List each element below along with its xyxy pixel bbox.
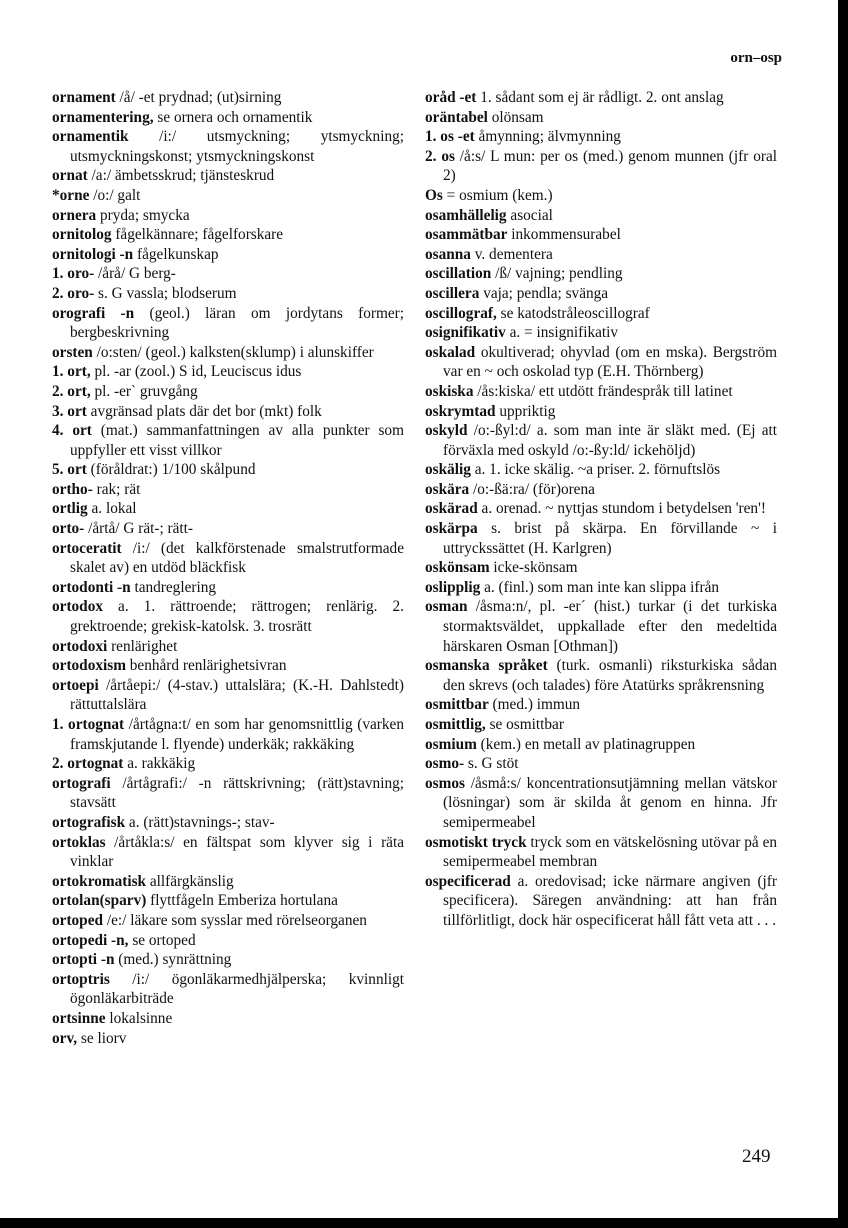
- entry-headword: 1. ort,: [52, 363, 91, 381]
- dictionary-entry: [425, 245, 777, 265]
- entry-definition: renlärighet: [107, 637, 178, 655]
- dictionary-entry: [425, 323, 777, 343]
- dictionary-entry: [425, 225, 777, 245]
- dictionary-entry: [52, 754, 404, 774]
- dictionary-entry: [425, 206, 777, 226]
- entry-headword: ortoepi: [52, 676, 99, 694]
- entry-headword: osmium: [425, 735, 477, 753]
- dictionary-entry: [52, 891, 404, 911]
- entry-headword: oslipplig: [425, 578, 481, 596]
- entry-definition: a. = insignifikativ: [505, 324, 619, 342]
- entry-headword: ornat: [52, 167, 88, 185]
- dictionary-entry: [425, 833, 777, 872]
- entry-headword: ortsinne: [52, 1009, 106, 1027]
- entry-definition: (mat.) sammanfattningen av alla punkter som uppfyller ett visst villkor: [70, 422, 404, 459]
- entry-definition: (turk. osmanli) riksturkiska sådan den skrevs (och talades) före Atatürks språkrensning: [443, 657, 777, 694]
- dictionary-entry: [425, 264, 777, 284]
- entry-definition: avgränsad plats där det bor (mkt) folk: [86, 402, 322, 420]
- entry-definition: benhård renlärighetsivran: [125, 657, 287, 675]
- entry-definition: fågelkunskap: [133, 245, 219, 263]
- dictionary-entry: [425, 754, 777, 774]
- entry-definition: /ås:kiska/ ett utdött frändespråk till latinet: [473, 382, 733, 400]
- dictionary-entry: [425, 578, 777, 598]
- dictionary-entry: [425, 480, 777, 500]
- dictionary-entry: [52, 343, 404, 363]
- entry-definition: /o:-ßyl:d/ a. som man inte är släkt med. (Ej att förväxla med oskyld /o:-ßy:ld/ ickehöljd): [443, 422, 777, 459]
- guide-words: orn–osp: [730, 50, 782, 66]
- entry-definition: allfärgkänslig: [146, 872, 234, 890]
- entry-headword: ortoptris: [52, 970, 110, 988]
- entry-definition: uppriktig: [495, 402, 556, 420]
- dictionary-entry: [425, 872, 777, 931]
- entry-definition: /årtå/ G rät-; rätt-: [84, 520, 194, 538]
- entry-definition: /i:/ utsmyckning; ytsmyckning; utsmyckningskonst; ytsmyckningskonst: [70, 128, 404, 165]
- entry-definition: v. dementera: [470, 245, 553, 263]
- entry-definition: pl. -ar (zool.) S id, Leuciscus idus: [90, 363, 302, 381]
- entry-definition: /å/ -et prydnad; (ut)sirning: [115, 89, 282, 106]
- entry-definition: /o:-ßä:ra/ (för)orena: [469, 480, 595, 498]
- entry-definition: (med.) immun: [488, 696, 581, 714]
- dictionary-entry: [52, 304, 404, 343]
- entry-definition: (med.) synrättning: [114, 951, 232, 969]
- entry-headword: 1. oro-: [52, 265, 95, 283]
- dictionary-entry: [425, 88, 777, 108]
- entry-headword: ortografisk: [52, 813, 126, 831]
- dictionary-entry: [52, 382, 404, 402]
- dictionary-entry: [52, 813, 404, 833]
- entry-definition: inkommensurabel: [507, 226, 621, 244]
- entry-definition: se liorv: [77, 1029, 127, 1047]
- entry-definition: 1. sådant som ej är rådligt. 2. ont anslag: [476, 89, 724, 106]
- entry-definition: /åsmå:s/ koncentrationsutjämning mellan vätskor (lösningar) som är skilda åt genom en hinna. Jfr semipermeabel: [443, 774, 777, 831]
- entry-headword: *orne: [52, 186, 90, 204]
- entry-definition: /i:/ ögonläkarmedhjälperska; kvinnligt ögonläkarbiträde: [70, 970, 404, 1008]
- entry-definition: lokalsinne: [105, 1009, 173, 1027]
- entry-headword: ortodonti -n: [52, 578, 131, 596]
- entry-definition: (föråldrat:) 1/100 skålpund: [86, 461, 256, 479]
- dictionary-entry: [425, 656, 777, 695]
- dictionary-entry: [425, 127, 777, 147]
- dictionary-entry: [52, 480, 404, 500]
- entry-headword: oskära: [425, 480, 470, 498]
- entry-headword: ortolan(sparv): [52, 892, 147, 910]
- entry-headword: osanna: [425, 245, 471, 263]
- entry-headword: orsten: [52, 343, 93, 361]
- dictionary-entry: [52, 970, 404, 1009]
- entry-definition: /årtågna:t/ en som har genomsnittlig (varken framskjutande l. flyende) underkäk; rakkäking: [70, 716, 404, 753]
- entry-headword: ortoceratit: [52, 539, 122, 557]
- entry-definition: /o:/ galt: [89, 186, 141, 204]
- entry-definition: se ortoped: [128, 931, 196, 949]
- dictionary-entry: [52, 284, 404, 304]
- left-column: [52, 88, 404, 1048]
- entry-definition: s. G vassla; blodserum: [94, 284, 237, 302]
- entry-headword: osamhällelig: [425, 206, 507, 224]
- dictionary-entry: [425, 304, 777, 324]
- entry-headword: 2. oro-: [52, 284, 95, 302]
- entry-headword: ortokromatisk: [52, 872, 147, 890]
- dictionary-entry: [52, 519, 404, 539]
- entry-headword: ortoped: [52, 911, 103, 929]
- entry-headword: osmittlig,: [425, 716, 486, 733]
- entry-definition: /årtågrafi:/ -n rättskrivning; (rätt)stavning; stavsätt: [70, 774, 404, 812]
- dictionary-entry: [52, 1009, 404, 1029]
- entry-headword: oskärpa: [425, 520, 478, 538]
- entry-headword: osammätbar: [425, 226, 508, 244]
- entry-headword: ortlig: [52, 500, 88, 518]
- entry-headword: 1. os -et: [425, 128, 475, 146]
- entry-headword: ornamentering,: [52, 108, 154, 126]
- entry-headword: ornitologi -n: [52, 245, 134, 263]
- dictionary-entry: [52, 1029, 404, 1049]
- entry-definition: se ornera och ornamentik: [153, 108, 313, 126]
- entry-headword: 5. ort: [52, 461, 87, 479]
- dictionary-entry: [52, 539, 404, 578]
- entry-definition: /e:/ läkare som sysslar med rörelseorganen: [103, 911, 367, 929]
- dictionary-entry: [52, 774, 404, 813]
- dictionary-entry: [52, 637, 404, 657]
- entry-headword: 3. ort: [52, 402, 87, 420]
- entry-headword: 1. ortognat: [52, 716, 125, 733]
- entry-headword: 4. ort: [52, 422, 92, 440]
- entry-headword: ortho-: [52, 480, 93, 498]
- dictionary-entry: [52, 186, 404, 206]
- entry-headword: ortopti -n: [52, 951, 115, 969]
- entry-definition: a. (rätt)stavnings-; stav-: [125, 813, 275, 831]
- entry-headword: ortodox: [52, 598, 103, 616]
- entry-definition: /i:/ (det kalkförstenade smalstrutformade skalet av) en utdöd bläckfisk: [70, 539, 404, 577]
- right-column: [425, 88, 777, 931]
- dictionary-entry: [52, 931, 404, 951]
- dictionary-entry: [52, 127, 404, 166]
- entry-definition: a. rakkäkig: [123, 755, 196, 773]
- entry-headword: osmittbar: [425, 696, 489, 714]
- entry-headword: 2. os: [425, 147, 455, 165]
- entry-definition: s. brist på skärpa. En förvillande ~ i uttryckssättet (H. Karlgren): [443, 520, 777, 557]
- entry-headword: osmanska språket: [425, 657, 548, 675]
- entry-headword: ornament: [52, 89, 116, 106]
- entry-definition: /a:/ ämbetsskrud; tjänsteskrud: [87, 167, 275, 185]
- entry-definition: = osmium (kem.): [442, 186, 553, 204]
- dictionary-entry: [52, 578, 404, 598]
- entry-headword: ortopedi -n,: [52, 931, 129, 949]
- dictionary-entry: [52, 108, 404, 128]
- entry-headword: 2. ort,: [52, 382, 91, 400]
- entry-headword: oräntabel: [425, 108, 488, 126]
- entry-headword: oråd -et: [425, 89, 477, 106]
- entry-headword: ornera: [52, 206, 97, 224]
- entry-definition: a. 1. icke skälig. ~a priser. 2. förnuftslös: [470, 461, 721, 479]
- dictionary-entry: [52, 656, 404, 676]
- entry-headword: ortografi: [52, 774, 111, 792]
- dictionary-entry: [425, 735, 777, 755]
- entry-definition: se katodstråleoscillograf: [496, 304, 650, 322]
- entry-definition: /årtåkla:s/ en fältspat som klyver sig i räta vinklar: [70, 833, 404, 871]
- entry-definition: a. lokal: [87, 500, 137, 518]
- entry-definition: /årå/ G berg-: [94, 265, 176, 283]
- dictionary-entry: [52, 597, 404, 636]
- dictionary-entry: [52, 872, 404, 892]
- entry-definition: åmynning; älvmynning: [474, 128, 621, 146]
- entry-definition: (kem.) en metall av platinagruppen: [476, 735, 696, 753]
- dictionary-entry: [425, 460, 777, 480]
- entry-definition: a. 1. rättroende; rättrogen; renlärig. 2. grektroende; grekisk-katolsk. 3. trosrätt: [70, 598, 404, 636]
- entry-definition: olönsam: [487, 108, 544, 126]
- page-number: 249: [742, 1146, 771, 1167]
- dictionary-entry: [425, 774, 777, 833]
- entry-definition: icke-skönsam: [489, 559, 578, 577]
- entry-headword: osmo-: [425, 755, 465, 773]
- entry-headword: osignifikativ: [425, 324, 506, 342]
- dictionary-entry: [52, 402, 404, 422]
- dictionary-entry: [425, 597, 777, 656]
- entry-headword: ortodoxi: [52, 637, 108, 655]
- entry-definition: vaja; pendla; svänga: [479, 284, 609, 302]
- scan-edge-right: [838, 0, 848, 1228]
- dictionary-entry: [425, 186, 777, 206]
- entry-definition: tandreglering: [130, 578, 216, 596]
- dictionary-entry: [425, 421, 777, 460]
- entry-headword: orografi -n: [52, 304, 135, 322]
- entry-headword: orto-: [52, 520, 85, 538]
- entry-headword: oscillation: [425, 265, 492, 283]
- entry-headword: oskärad: [425, 500, 478, 518]
- entry-headword: Os: [425, 186, 443, 204]
- scan-edge-bottom: [0, 1218, 848, 1228]
- entry-definition: se osmittbar: [485, 716, 564, 733]
- entry-definition: okultiverad; ohyvlad (om en mska). Bergström var en ~ och oskolad typ (E.H. Thörnberg): [443, 343, 777, 381]
- entry-definition: /å:s/ L mun: per os (med.) genom munnen (jfr oral 2): [443, 147, 777, 185]
- dictionary-entry: [425, 499, 777, 519]
- entry-definition: tryck som en vätskelösning utövar på en semipermeabel membran: [443, 833, 778, 871]
- entry-headword: oskälig: [425, 461, 471, 479]
- entry-headword: ortoklas: [52, 833, 106, 851]
- dictionary-entry: [52, 676, 404, 715]
- entry-headword: ornamentik: [52, 128, 129, 146]
- dictionary-entry: [52, 88, 404, 108]
- entry-headword: oskiska: [425, 382, 474, 400]
- entry-headword: ospecificerad: [425, 872, 511, 890]
- dictionary-entry: [425, 343, 777, 382]
- entry-definition: /åsma:n/, pl. -er´ (hist.) turkar (i det turkiska stormaktsväldet, uppkallade efter den medeltida härskaren Osman [Othman]): [443, 598, 777, 655]
- dictionary-entry: [52, 499, 404, 519]
- dictionary-entry: [52, 715, 404, 754]
- dictionary-entry: [52, 911, 404, 931]
- entry-headword: ornitolog: [52, 226, 112, 244]
- entry-definition: (geol.) läran om jordytans former; bergbeskrivning: [70, 304, 404, 342]
- dictionary-entry: [52, 833, 404, 872]
- dictionary-entry: [52, 166, 404, 186]
- dictionary-entry: [52, 264, 404, 284]
- entry-definition: /o:sten/ (geol.) kalksten(sklump) i alunskiffer: [92, 343, 374, 361]
- dictionary-entry: [425, 558, 777, 578]
- entry-headword: osman: [425, 598, 468, 616]
- dictionary-entry: [425, 147, 777, 186]
- entry-definition: pl. -er` gruvgång: [90, 382, 198, 400]
- entry-definition: a. oredovisad; icke närmare angiven (jfr specificera). Säregen användning: att han från tillförlitligt, dock här ospecificerat håll fått veta att . . .: [443, 872, 777, 929]
- entry-headword: osmos: [425, 774, 465, 792]
- entry-definition: s. G stöt: [464, 755, 519, 773]
- dictionary-entry: [52, 245, 404, 265]
- dictionary-entry: [425, 284, 777, 304]
- entry-headword: oskalad: [425, 343, 476, 361]
- dictionary-entry: [425, 695, 777, 715]
- entry-definition: fågelkännare; fågelforskare: [111, 226, 284, 244]
- entry-definition: flyttfågeln Emberiza hortulana: [146, 892, 338, 910]
- dictionary-entry: [52, 362, 404, 382]
- dictionary-entry: [52, 421, 404, 460]
- entry-definition: a. orenad. ~ nyttjas stundom i betydelsen 'ren'!: [477, 500, 766, 518]
- dictionary-entry: [425, 519, 777, 558]
- entry-definition: a. (finl.) som man inte kan slippa ifrån: [480, 578, 720, 596]
- dictionary-entry: [52, 206, 404, 226]
- dictionary-entry: [425, 382, 777, 402]
- entry-definition: rak; rät: [92, 480, 141, 498]
- entry-headword: oscillera: [425, 284, 480, 302]
- dictionary-entry: [425, 108, 777, 128]
- dictionary-entry: [425, 402, 777, 422]
- dictionary-entry: [52, 225, 404, 245]
- entry-definition: pryda; smycka: [96, 206, 190, 224]
- entry-headword: 2. ortognat: [52, 755, 124, 773]
- entry-headword: oscillograf,: [425, 304, 497, 322]
- entry-headword: osmotiskt tryck: [425, 833, 527, 851]
- dictionary-entry: [52, 950, 404, 970]
- entry-definition: /ß/ vajning; pendling: [491, 265, 623, 283]
- entry-definition: asocial: [506, 206, 553, 224]
- dictionary-entry: [52, 460, 404, 480]
- entry-headword: oskyld: [425, 422, 468, 440]
- entry-definition: /årtåepi:/ (4-stav.) uttalslära; (K.-H. Dahlstedt) rättuttalslära: [70, 676, 404, 714]
- entry-headword: ortodoxism: [52, 657, 126, 675]
- dictionary-entry: [425, 715, 777, 735]
- entry-headword: oskrymtad: [425, 402, 496, 420]
- entry-headword: orv,: [52, 1029, 78, 1047]
- entry-headword: oskönsam: [425, 559, 490, 577]
